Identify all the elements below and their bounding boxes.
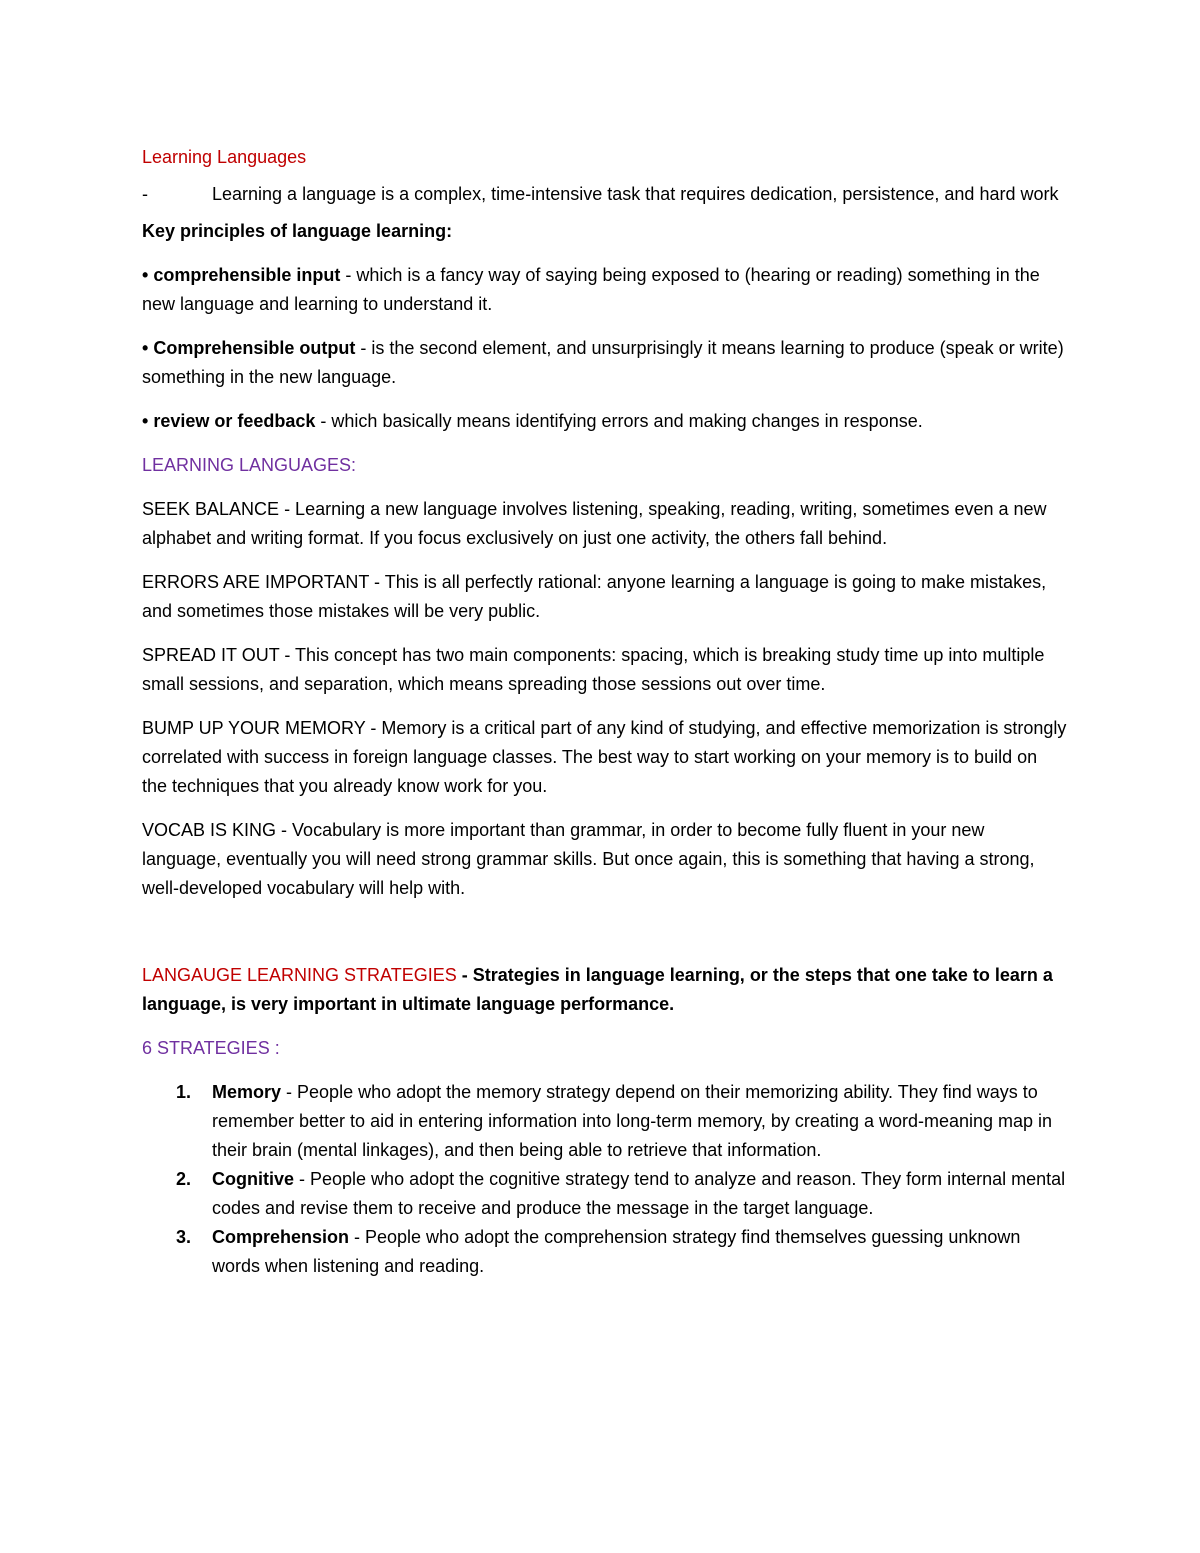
tip-text: - This concept has two main components: spacing, which is breaking study time up into multiple small sessions, and separation, which means spreading those sessions out over time.: [142, 645, 1045, 694]
document-title: Learning Languages: [142, 147, 307, 167]
principle-item: [142, 334, 1067, 392]
principle-item: [142, 261, 1067, 319]
principle-term: Comprehensible output: [153, 338, 356, 358]
strategy-body: [212, 1223, 1067, 1281]
tip-term: SEEK BALANCE: [142, 499, 280, 519]
tip-item: [142, 816, 1067, 903]
dash-marker: -: [142, 184, 148, 204]
principle-term: review or feedback: [153, 411, 316, 431]
strategy-number: 3.: [176, 1227, 192, 1247]
principle-text: - which is a fancy way of saying being exposed to (hearing or reading) something in the new language and learning to understand it.: [142, 265, 1040, 314]
strategy-number: 1.: [176, 1082, 192, 1102]
tip-item: [142, 714, 1067, 801]
strategy-item: [142, 1165, 1067, 1223]
tip-term: SPREAD IT OUT: [142, 645, 280, 665]
tip-text: - This is all perfectly rational: anyone learning a language is going to make mistakes, and sometimes those mistakes will be very public.: [142, 572, 1047, 621]
intro-text: Learning a language is a complex, time-intensive task that requires dedication, persistence, and hard work: [212, 184, 1059, 204]
tip-term: BUMP UP YOUR MEMORY: [142, 718, 366, 738]
bullet-marker: •: [142, 338, 149, 358]
strategy-term: Memory: [212, 1082, 282, 1102]
bullet-marker: •: [142, 265, 149, 285]
bullet-marker: •: [142, 411, 149, 431]
principle-term: comprehensible input: [153, 265, 341, 285]
strategies-subheading: 6 STRATEGIES :: [142, 1038, 280, 1058]
tip-text: - Memory is a critical part of any kind of studying, and effective memorization is strongly correlated with success in foreign language classes. The best way to start working on your memory is to build on the techniques that you already know work for you.: [142, 718, 1067, 796]
strategy-term: Cognitive: [212, 1169, 295, 1189]
strategy-item: [142, 1078, 1067, 1165]
spacer: [142, 918, 1067, 961]
tip-term: VOCAB IS KING: [142, 820, 277, 840]
principle-text: - which basically means identifying errors and making changes in response.: [315, 411, 923, 431]
strategy-number: 2.: [176, 1169, 192, 1189]
strategy-item: [142, 1223, 1067, 1281]
tip-item: [142, 495, 1067, 553]
strategy-text: - People who adopt the comprehension strategy find themselves guessing unknown words when listening and reading.: [212, 1227, 1021, 1276]
strategies-list: [142, 1078, 1067, 1281]
strategies-heading-text: - Strategies in language learning, or the steps that one take to learn a language, is very important in ultimate language performance.: [142, 965, 1053, 1014]
intro-list-item: [142, 184, 1067, 205]
tip-text: - Learning a new language involves listening, speaking, reading, writing, sometimes even a new alphabet and writing format. If you focus exclusively on just one activity, the others fall behind.: [142, 499, 1047, 548]
strategy-body: [212, 1165, 1067, 1223]
strategy-text: - People who adopt the cognitive strategy tend to analyze and reason. They form internal mental codes and revise them to receive and produce the message in the target language.: [212, 1169, 1066, 1218]
strategies-intro: [142, 961, 1067, 1019]
principle-item: [142, 407, 1067, 436]
principles-heading: Key principles of language learning:: [142, 221, 453, 241]
strategy-term: Comprehension: [212, 1227, 350, 1247]
principle-text: - is the second element, and unsurprisingly it means learning to produce (speak or write) something in the new language.: [142, 338, 1064, 387]
strategies-heading: LANGAUGE LEARNING STRATEGIES: [142, 965, 457, 985]
tip-item: [142, 641, 1067, 699]
strategy-text: - People who adopt the memory strategy depend on their memorizing ability. They find ways to remember better to aid in entering information into long-term memory, by creating a word-meaning map in their brain (mental linkages), and then being able to retrieve that information.: [212, 1082, 1053, 1160]
section-heading: LEARNING LANGUAGES:: [142, 455, 357, 475]
tip-item: [142, 568, 1067, 626]
strategy-body: [212, 1078, 1067, 1165]
document-content: [142, 143, 1067, 1281]
tip-term: ERRORS ARE IMPORTANT: [142, 572, 370, 592]
tip-text: - Vocabulary is more important than grammar, in order to become fully fluent in your new language, eventually you will need strong grammar skills. But once again, this is something that having a strong, well-developed vocabulary will help with.: [142, 820, 1035, 898]
